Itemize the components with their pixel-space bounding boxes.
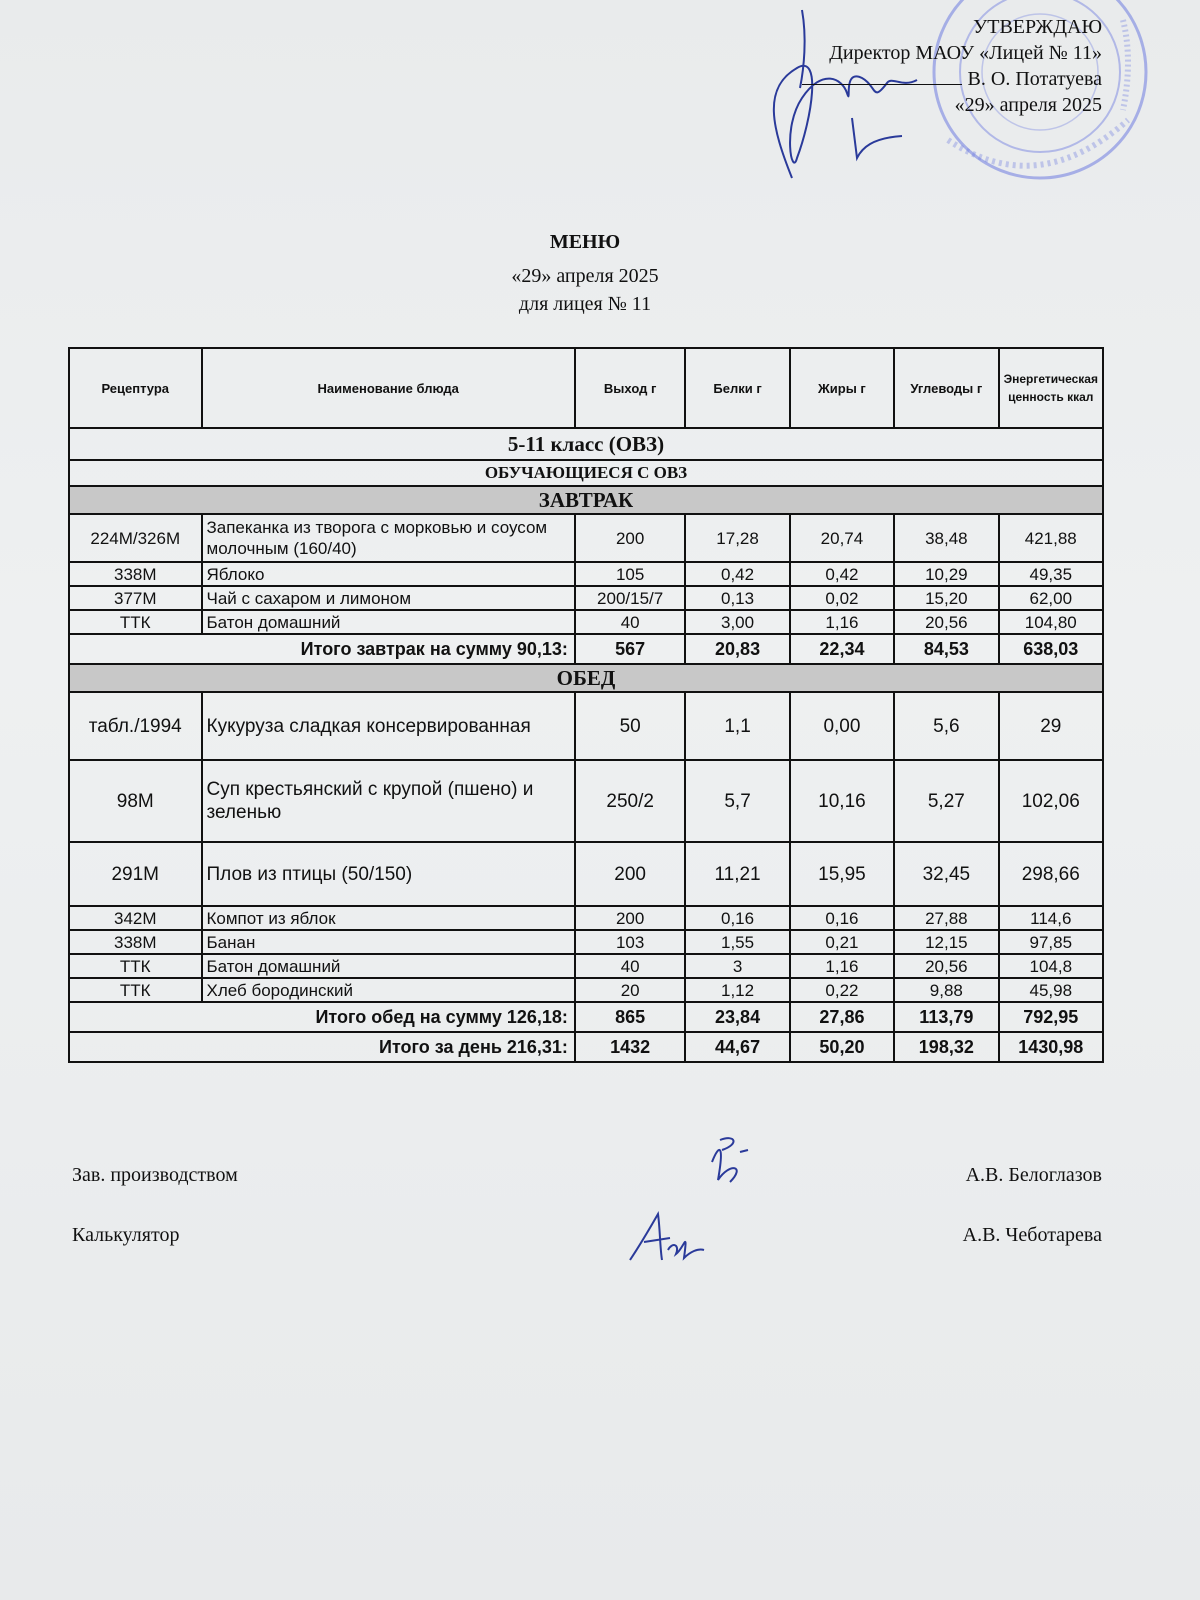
carbs-value: 5,27 [894,760,998,842]
fat-value: 0,16 [790,906,894,930]
protein-value: 17,28 [685,514,789,562]
energy-value: 62,00 [999,586,1103,610]
recipe-code: 224М/326М [69,514,202,562]
carbs-value: 9,88 [894,978,998,1002]
recipe-code: 342М [69,906,202,930]
total-output: 865 [575,1002,685,1032]
col-header-fat: Жиры г [790,348,894,428]
energy-value: 97,85 [999,930,1103,954]
protein-value: 0,16 [685,906,789,930]
approval-name-line [702,66,1102,92]
protein-value: 1,1 [685,692,789,760]
fat-value: 0,00 [790,692,894,760]
total-fat: 22,34 [790,634,894,664]
output-value: 103 [575,930,685,954]
fat-value: 0,02 [790,586,894,610]
protein-value: 11,21 [685,842,789,906]
col-header-energy: Энергетическая ценность ккал [999,348,1103,428]
approval-date: «29» апреля 2025 [954,94,1102,116]
col-header-carbs: Углеводы г [894,348,998,428]
total-output: 567 [575,634,685,664]
breakfast-total-row [69,634,1103,664]
recipe-code: ТТК [69,978,202,1002]
energy-value: 104,8 [999,954,1103,978]
calc-name: А.В. Чеботарева [962,1224,1102,1246]
fat-value: 0,21 [790,930,894,954]
recipe-code: табл./1994 [69,692,202,760]
fat-value: 20,74 [790,514,894,562]
total-output: 1432 [575,1032,685,1062]
page-title: МЕНЮ [549,231,621,253]
energy-value: 102,06 [999,760,1103,842]
table-row [69,760,1103,842]
energy-value: 421,88 [999,514,1103,562]
total-energy: 792,95 [999,1002,1103,1032]
total-fat: 50,20 [790,1032,894,1062]
recipe-code: 98М [69,760,202,842]
table-row [69,514,1103,562]
col-header-recipe: Рецептура [69,348,202,428]
table-row [69,692,1103,760]
protein-value: 3,00 [685,610,789,634]
protein-value: 1,55 [685,930,789,954]
carbs-value: 38,48 [894,514,998,562]
output-value: 200 [575,906,685,930]
output-value: 105 [575,562,685,586]
dish-name: Банан [202,930,575,954]
approval-name: В. О. Потатуева [967,68,1102,90]
total-protein: 44,67 [685,1032,789,1062]
recipe-code: ТТК [69,954,202,978]
menu-subtitle: для лицея № 11 [518,293,652,315]
approval-title: УТВЕРЖДАЮ [973,16,1102,38]
class-title: 5-11 класс (ОВЗ) [69,428,1103,460]
dish-name: Батон домашний [202,954,575,978]
carbs-value: 20,56 [894,610,998,634]
col-header-output: Выход г [575,348,685,428]
total-fat: 27,86 [790,1002,894,1032]
carbs-value: 12,15 [894,930,998,954]
output-value: 40 [575,610,685,634]
protein-value: 1,12 [685,978,789,1002]
carbs-value: 20,56 [894,954,998,978]
total-energy: 1430,98 [999,1032,1103,1062]
total-label: Итого обед на сумму 126,18: [69,1002,575,1032]
table-row [69,562,1103,586]
fat-value: 1,16 [790,954,894,978]
approval-block [702,14,1102,118]
breakfast-title: ЗАВТРАК [69,486,1103,514]
total-carbs: 84,53 [894,634,998,664]
output-value: 200 [575,842,685,906]
dish-name: Хлеб бородинский [202,978,575,1002]
production-signature [700,1132,760,1192]
dish-name: Запеканка из творога с морковью и соусом молочным (160/40) [202,514,575,562]
energy-value: 104,80 [999,610,1103,634]
total-protein: 23,84 [685,1002,789,1032]
protein-value: 3 [685,954,789,978]
recipe-code: 338М [69,930,202,954]
table-header-row [69,348,1103,428]
output-value: 50 [575,692,685,760]
output-value: 200 [575,514,685,562]
dish-name: Чай с сахаром и лимоном [202,586,575,610]
table-row [69,842,1103,906]
group-title-row [69,460,1103,486]
dish-name: Яблоко [202,562,575,586]
table-row [69,906,1103,930]
dish-name: Плов из птицы (50/150) [202,842,575,906]
lunch-total-row [69,1002,1103,1032]
energy-value: 298,66 [999,842,1103,906]
energy-value: 114,6 [999,906,1103,930]
calc-role: Калькулятор [72,1224,180,1246]
energy-value: 29 [999,692,1103,760]
day-total-row [69,1032,1103,1062]
energy-value: 49,35 [999,562,1103,586]
total-label: Итого за день 216,31: [69,1032,575,1062]
fat-value: 15,95 [790,842,894,906]
recipe-code: 291М [69,842,202,906]
table-row [69,978,1103,1002]
approval-position: Директор МАОУ «Лицей № 11» [829,42,1102,64]
table-row [69,930,1103,954]
meal-band-lunch [69,664,1103,692]
fat-value: 10,16 [790,760,894,842]
group-title: ОБУЧАЮЩИЕСЯ С ОВЗ [69,460,1103,486]
meal-band-breakfast [69,486,1103,514]
carbs-value: 32,45 [894,842,998,906]
menu-date: «29» апреля 2025 [511,265,659,287]
dish-name: Компот из яблок [202,906,575,930]
protein-value: 0,42 [685,562,789,586]
carbs-value: 5,6 [894,692,998,760]
calc-signature [628,1208,718,1268]
col-header-dish: Наименование блюда [202,348,575,428]
menu-table [68,347,1104,1063]
energy-value: 45,98 [999,978,1103,1002]
production-role: Зав. производством [72,1164,238,1186]
output-value: 200/15/7 [575,586,685,610]
table-row [69,610,1103,634]
dish-name: Суп крестьянский с крупой (пшено) и зеленью [202,760,575,842]
dish-name: Кукуруза сладкая консервированная [202,692,575,760]
recipe-code: ТТК [69,610,202,634]
total-label: Итого завтрак на сумму 90,13: [69,634,575,664]
output-value: 40 [575,954,685,978]
protein-value: 5,7 [685,760,789,842]
total-carbs: 113,79 [894,1002,998,1032]
total-carbs: 198,32 [894,1032,998,1062]
table-row [69,954,1103,978]
carbs-value: 15,20 [894,586,998,610]
fat-value: 0,22 [790,978,894,1002]
signature-line [802,66,962,85]
recipe-code: 377М [69,586,202,610]
production-name: А.В. Белоглазов [965,1164,1102,1186]
carbs-value: 27,88 [894,906,998,930]
col-header-protein: Белки г [685,348,789,428]
fat-value: 1,16 [790,610,894,634]
carbs-value: 10,29 [894,562,998,586]
total-energy: 638,03 [999,634,1103,664]
lunch-title: ОБЕД [69,664,1103,692]
total-protein: 20,83 [685,634,789,664]
output-value: 250/2 [575,760,685,842]
recipe-code: 338М [69,562,202,586]
class-title-row [69,428,1103,460]
protein-value: 0,13 [685,586,789,610]
fat-value: 0,42 [790,562,894,586]
dish-name: Батон домашний [202,610,575,634]
output-value: 20 [575,978,685,1002]
table-row [69,586,1103,610]
